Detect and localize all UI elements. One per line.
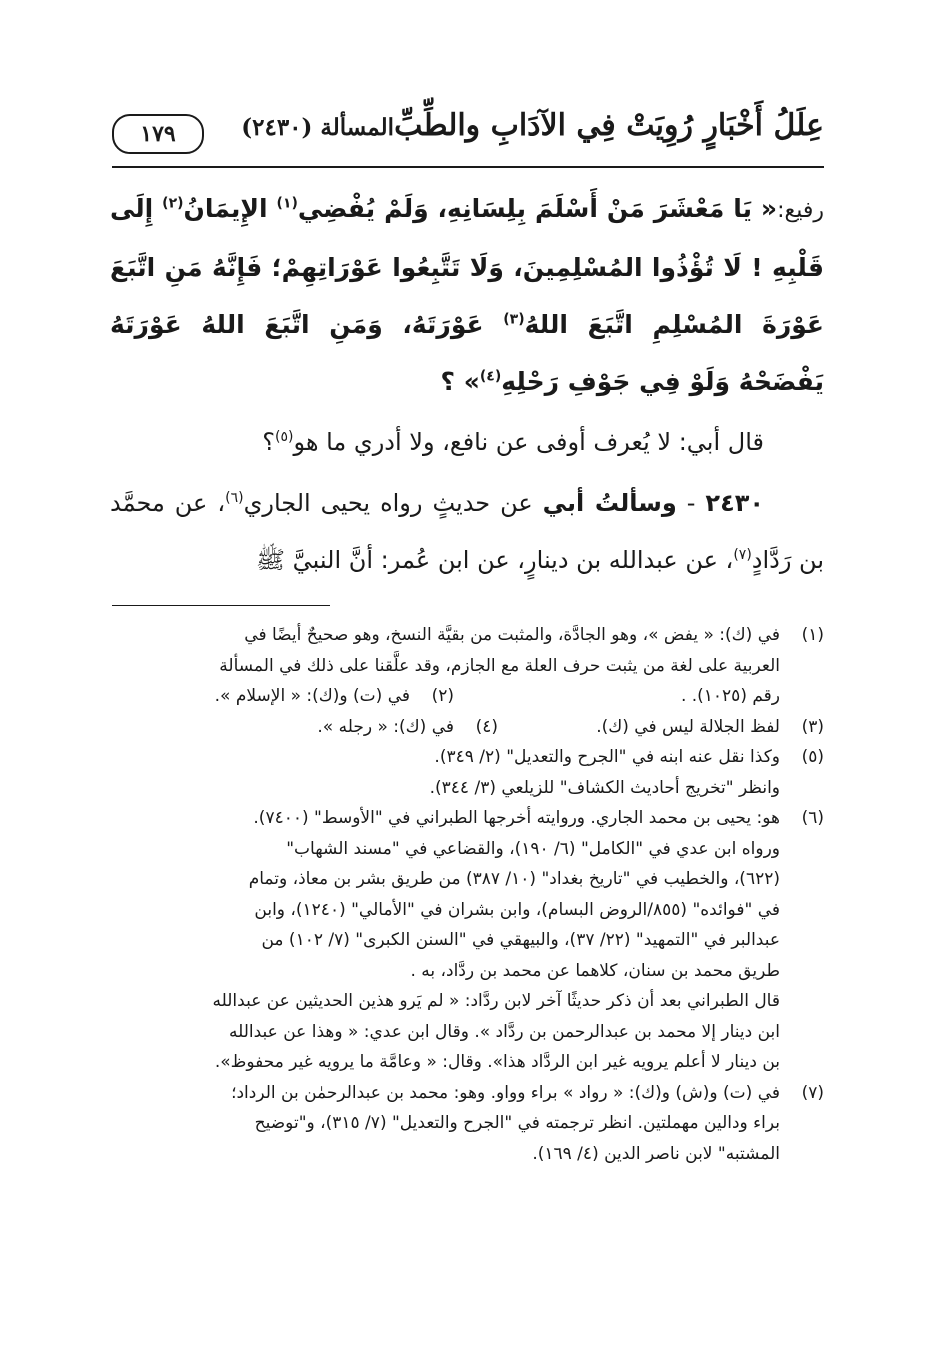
footnote-divider: [112, 605, 330, 606]
footnote-ref: (٧): [733, 547, 752, 563]
footnote-ref: (٦): [225, 490, 244, 506]
question-asked: وسألتُ أبي: [542, 489, 677, 517]
abi-end: ؟: [262, 428, 275, 456]
footnote-number: (٣): [801, 716, 824, 737]
footnote-line: بن دينار لا أعلم يرويه غير ابن الردَّاد هذا». وقال: « وعامَّة ما يرويه غير محفوظ».: [214, 1052, 780, 1072]
question-part: ، عن عبدالله بن دينارٍ، عن ابن عُمر: أنَّ النبيَّ ﷺ: [256, 546, 734, 574]
footnote-number: (٧): [801, 1082, 824, 1103]
footnotes: [110, 620, 824, 1169]
footnote-text: لفظ الجلالة ليس في (ك).: [596, 716, 780, 737]
footnote-line: وكذا نقل عنه ابنه في "الجرح والتعديل" (٢/ ٣٤٩).: [434, 747, 780, 767]
footnote-line: (٦٢٢)، والخطيب في "تاريخ بغداد" (١٠/ ٣٨٧) من طريق بشر بن معاذ، وتمام: [248, 869, 780, 889]
footnote-line: هو: يحيى بن محمد الجاري. وروايته أخرجها الطبراني في "الأوسط" (٧٤٠٠).: [253, 808, 780, 828]
footnote-number: (٦): [801, 808, 824, 828]
book-title: عِلَلُ أَخْبَارٍ رُوِيَتْ فِي الآدَابِ والطِّبِّ: [394, 108, 824, 143]
question-paragraph: [110, 475, 824, 589]
main-text: [110, 180, 824, 589]
hadith-part: » ؟: [440, 367, 480, 396]
question-dash: -: [676, 489, 706, 517]
abi-statement: [110, 414, 824, 471]
footnote-number: (١): [801, 625, 824, 645]
footnote-line: في (ك): « يفض »، وهو الجادَّة، والمثبت من بقيَّة النسخ، وهو صحيحٌ أيضًا في: [244, 625, 780, 645]
footnote-row-1-2: [110, 681, 824, 712]
footnote-3: [498, 712, 824, 743]
footnote-line: في "فوائده" (٨٥٥/الروض البسام)، وابن بشران في "الأمالي" (١٢٤٠)، وابن: [254, 899, 780, 920]
question-part: عن حديثٍ رواه يحيى الجاري: [243, 489, 543, 517]
hadith-part: إِلَى قَلْبِهِ ! لَا تُؤْذُوا المُسْلِمِينَ، وَلَا تَتَّبِعُوا عَوْرَاتِهِمْ؛ فَإِنَّهُ مَنِ اتَّبَعَ عَوْرَةَ المُسْلِمِ اتَّبَعَ اللهُ: [110, 194, 824, 339]
footnote-text: في (ت) و(ك): « الإسلام ».: [214, 686, 410, 706]
header-divider: [112, 166, 824, 168]
hadith-part: الإِيمَانُ: [183, 194, 277, 223]
footnote-row-3-4: [110, 712, 824, 743]
footnote-line: طريق محمد بن سنان، كلاهما عن محمد بن ردَّاد، به .: [410, 960, 780, 981]
footnote-line: براء ودالين مهملتين. انظر ترجمته في "الجرح والتعديل" (٧/ ٣١٥)، و"توضيح: [254, 1113, 780, 1133]
footnote-line: وانظر "تخريج أحاديث الكشاف" للزيلعي (٣/ ٣٤٤).: [429, 777, 780, 798]
footnote-line: عبدالبر في "التمهيد" (٢٢/ ٣٧)، والبيهقي في "السنن الكبرى" (٧/ ١٠٢) من: [261, 930, 780, 950]
hadith-lead: رفيع:: [777, 198, 824, 223]
issue-label: المسألة (٢٤٣٠): [241, 114, 394, 141]
abi-text: قال أبي: لا يُعرف أوفى عن نافع، ولا أدري ما هو: [293, 428, 764, 456]
footnote-6: [110, 803, 824, 1078]
running-header: [112, 108, 824, 160]
hadith-part: « يَا مَعْشَرَ مَنْ أَسْلَمَ بِلِسَانِهِ، وَلَمْ يُفْضِي: [297, 194, 778, 223]
footnote-number: (٢): [431, 686, 454, 706]
hadith-part: عَوْرَتَهُ، وَمَنِ اتَّبَعَ اللهُ عَوْرَتَهُ يَفْضَحْهُ وَلَوْ فِي جَوْفِ رَحْلِهِ: [110, 310, 824, 396]
footnote-text: في (ك): « رجله ».: [317, 716, 454, 737]
hadith-text: [110, 180, 824, 410]
footnote-number: (٤): [475, 716, 498, 737]
footnote-ref: (٥): [274, 429, 294, 445]
page-number-badge: ١٧٩: [112, 114, 204, 154]
footnote-line: العربية على لغة من يثبت حرف العلة مع الجازم، وقد علَّقنا على ذلك في المسألة: [219, 655, 780, 676]
footnote-ref: (٣): [503, 311, 525, 328]
question-part: ، عن محمَّد بن رَدَّادٍ: [110, 489, 824, 574]
footnote-1: [110, 620, 824, 681]
footnote-ref: (١): [276, 195, 298, 212]
footnote-5: [110, 742, 824, 803]
question-number: ٢٤٣٠: [705, 489, 765, 517]
footnote-line: المشتبه" لابن ناصر الدين (٤/ ١٦٩).: [532, 1143, 780, 1164]
footnote-2: [110, 681, 454, 712]
footnote-line: ابن دينار إلا محمد بن عبدالرحمن بن ردَّاد ». وقال ابن عدي: « وهذا عن عبدالله: [228, 1021, 780, 1042]
footnote-line: في (ت) و(ش) و(ك): « رواد » براء وواو. وهو: محمد بن عبدالرحمٰن بن الرداد؛: [231, 1082, 780, 1103]
footnote-line: رقم (١٠٢٥). .: [680, 686, 780, 706]
footnote-ref: (٢): [162, 195, 184, 212]
footnote-ref: (٤): [479, 368, 502, 385]
footnote-line: قال الطبراني بعد أن ذكر حديثًا آخر لابن ردَّاد: « لم يَرو هذين الحديثين عن عبدالله: [212, 991, 780, 1011]
footnote-7: [110, 1078, 824, 1170]
footnote-number: (٥): [801, 747, 824, 767]
footnote-line: ورواه ابن عدي في "الكامل" (٦/ ١٩٠)، والقضاعي في "مسند الشهاب": [286, 838, 780, 859]
footnote-4: [110, 712, 498, 743]
